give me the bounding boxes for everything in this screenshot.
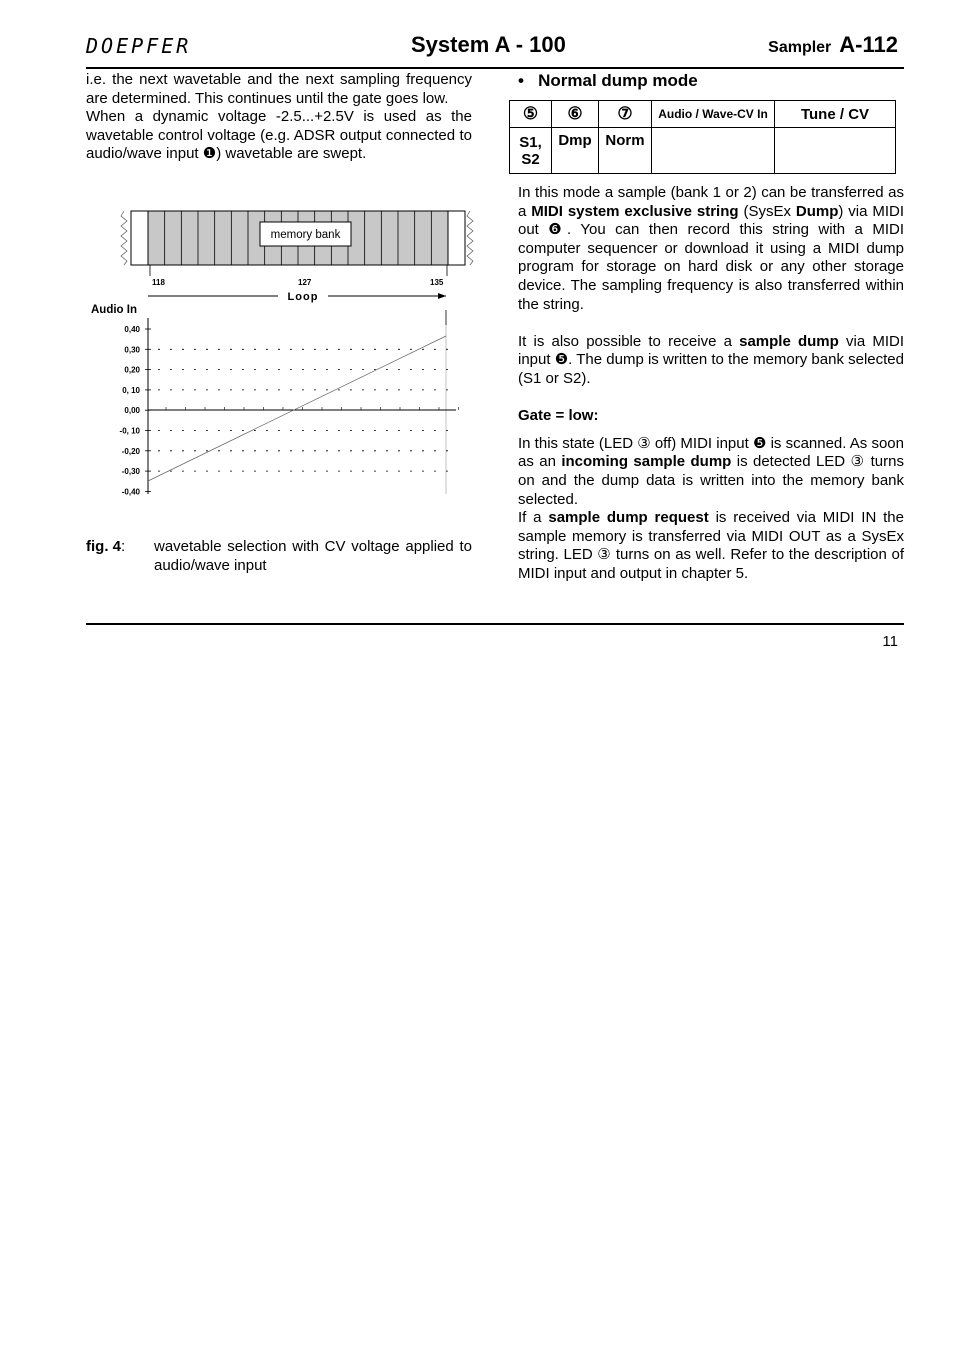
loop-label: Loop: [287, 291, 319, 303]
dump-paragraph-2: It is also possible to receive a sample dump via MIDI input ❺. The dump is written to the memory bank selected (S1 or S2).: [518, 332, 904, 387]
y-tick-label: 0,40: [124, 325, 140, 334]
table-header-row: [510, 101, 896, 128]
left-break-mark: [121, 211, 127, 265]
table-header-cell: ⑦: [599, 101, 652, 128]
page-number: 11: [882, 633, 898, 650]
figure-caption-text: wavetable selection with CV voltage applied to audio/wave input: [154, 538, 472, 574]
cv-sweep-line: [148, 336, 446, 481]
y-tick-label: 0,30: [124, 345, 140, 355]
loop-arrow-head: [438, 293, 446, 299]
table-cell: S1, S2: [510, 128, 552, 174]
table-row: [510, 128, 896, 174]
right-text: [518, 184, 904, 583]
loop-start-index: 118: [152, 278, 165, 287]
y-axis-label: Audio In: [91, 304, 137, 316]
bullet-heading: • Normal dump mode: [518, 71, 698, 90]
memory-bank-label: memory bank: [270, 229, 341, 241]
module-label: Sampler: [768, 39, 832, 56]
gate-paragraph-2: If a sample dump request is received via MIDI IN the sample memory is transferred via MIDI OUT as a SysEx string. LED ③ turns on as well. Refer to the description of MIDI input and output in chapter 5.: [518, 509, 904, 582]
table-cell: [775, 128, 896, 174]
left-paragraph-2: When a dynamic voltage -2.5...+2.5V is used as the wavetable control voltage (e.g. ADSR output connected to audio/wave input ❶) wavetable are swept.: [86, 108, 472, 163]
table-cell: Norm: [599, 128, 652, 174]
y-tick-label: -0,40: [121, 487, 140, 497]
y-ticks: [120, 325, 459, 496]
gate-heading: Gate = low:: [518, 407, 599, 425]
table-header-cell: Tune / CV: [775, 101, 896, 128]
right-break-mark: [467, 211, 473, 265]
y-tick-label: -0, 10: [119, 426, 140, 436]
dump-mode-table: [509, 100, 896, 174]
table-header-cell: ⑥: [552, 101, 599, 128]
figure-caption-label: fig. 4:: [86, 538, 126, 555]
loop-end-index: 135: [430, 278, 444, 287]
bank-edge-left: [131, 211, 148, 265]
y-tick-label: -0,30: [121, 467, 140, 477]
page-title: System A - 100: [411, 32, 566, 57]
bank-edge-right: [448, 211, 465, 265]
table-header-cell: ⑤: [510, 101, 552, 128]
module-code: A-112: [839, 32, 898, 57]
left-paragraph-1: i.e. the next wavetable and the next sampling frequency are determined. This continues until the gate goes low.: [86, 71, 472, 107]
gate-paragraph-1: In this state (LED ③ off) MIDI input ❺ is scanned. As soon as an incoming sample dump is detected LED ③ turns on and the dump data is written into the memory bank selected.: [518, 434, 904, 508]
y-tick-label: 0, 10: [122, 385, 140, 395]
table-cell: [652, 128, 775, 174]
table-header-cell: Audio / Wave-CV In: [652, 101, 775, 128]
y-tick-label: 0,20: [124, 365, 140, 375]
table-cell: Dmp: [552, 128, 599, 174]
y-tick-label: -0,20: [121, 446, 140, 456]
y-tick-label: 0,00: [124, 406, 140, 416]
doepfer-logo: DOEPFER: [86, 34, 192, 58]
footer-rule: [86, 623, 904, 625]
loop-mid-index: 127: [298, 278, 312, 287]
dump-paragraph-1: In this mode a sample (bank 1 or 2) can be transferred as a MIDI system exclusive string (SysEx Dump) via MIDI out ❻. You can then record this string with a MIDI computer sequencer or download it using a MIDI dump program for storage on hard disk or any other storage device. The sampling frequency is also transferred within the string.: [518, 184, 904, 313]
